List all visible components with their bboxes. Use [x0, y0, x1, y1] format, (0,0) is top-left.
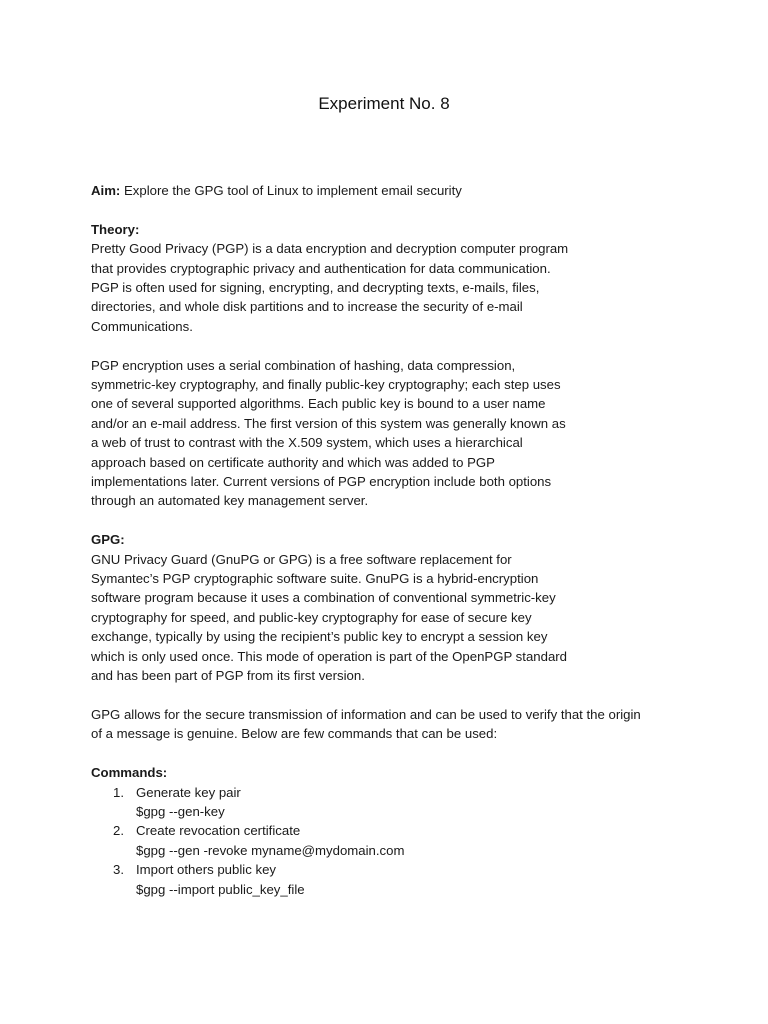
theory-paragraph-1: [91, 239, 691, 336]
command-label: Generate key pair: [136, 784, 241, 800]
spacer: [91, 336, 691, 355]
spacer: [91, 744, 691, 763]
list-item: [91, 860, 691, 899]
text-line: PGP encryption uses a serial combination of hashing, data compression,: [91, 357, 516, 373]
page-title: Experiment No. 8: [318, 94, 450, 113]
list-item: [91, 821, 691, 860]
command-label: Import others public key: [136, 862, 276, 878]
text-line: exchange, typically by using the recipient’s public key to encrypt a session key: [91, 629, 548, 645]
spacer: [91, 511, 691, 530]
gpg-paragraph-1: [91, 550, 691, 686]
theory-heading: Theory:: [91, 221, 140, 237]
text-line: Symantec’s PGP cryptographic software suite. GnuPG is a hybrid-encryption: [91, 571, 539, 587]
text-line: symmetric-key cryptography, and finally public-key cryptography; each step uses: [91, 377, 561, 393]
spacer: [91, 200, 691, 219]
text-line: Pretty Good Privacy (PGP) is a data encryption and decryption computer program: [91, 241, 569, 257]
gpg-heading: GPG:: [91, 532, 125, 548]
command-text: $gpg --gen -revoke myname@mydomain.com: [136, 842, 405, 858]
list-number: 2.: [113, 823, 124, 839]
text-line: cryptography for speed, and public-key cryptography for ease of secure key: [91, 609, 532, 625]
commands-heading: Commands:: [91, 765, 168, 781]
commands-list: [91, 783, 691, 899]
spacer: [91, 686, 691, 705]
text-line: GPG allows for the secure transmission of information and can be used to verify that the origin: [91, 706, 641, 722]
text-line: which is only used once. This mode of operation is part of the OpenPGP standard: [91, 648, 568, 664]
command-label: Create revocation certificate: [136, 823, 301, 839]
list-number: 1.: [113, 784, 124, 800]
text-line: PGP is often used for signing, encrypting, and decrypting texts, e-mails, files,: [91, 280, 540, 296]
theory-paragraph-2: [91, 356, 691, 511]
text-line: implementations later. Current versions of PGP encryption include both options: [91, 474, 552, 490]
document-body: [91, 181, 691, 899]
list-number: 3.: [113, 862, 124, 878]
text-line: through an automated key management server.: [91, 493, 369, 509]
text-line: of a message is genuine. Below are few commands that can be used:: [91, 726, 498, 742]
command-text: $gpg --import public_key_file: [136, 881, 305, 897]
command-text: $gpg --gen-key: [136, 803, 225, 819]
gpg-paragraph-2: [91, 705, 691, 744]
text-line: and/or an e-mail address. The first version of this system was generally known as: [91, 415, 566, 431]
text-line: Communications.: [91, 318, 193, 334]
text-line: and has been part of PGP from its first version.: [91, 668, 365, 684]
text-line: GNU Privacy Guard (GnuPG or GPG) is a free software replacement for: [91, 551, 512, 567]
aim-label: Aim:: [91, 183, 121, 198]
text-line: directories, and whole disk partitions and to increase the security of e-mail: [91, 299, 523, 315]
text-line: software program because it uses a combination of conventional symmetric-key: [91, 590, 556, 606]
text-line: that provides cryptographic privacy and authentication for data communication.: [91, 260, 551, 276]
text-line: a web of trust to contrast with the X.509 system, which uses a hierarchical: [91, 435, 523, 451]
aim-section: [91, 181, 691, 200]
text-line: approach based on certificate authority and which was added to PGP: [91, 454, 495, 470]
aim-text: Explore the GPG tool of Linux to implement email security: [120, 183, 462, 198]
text-line: one of several supported algorithms. Each public key is bound to a user name: [91, 396, 546, 412]
list-item: [91, 783, 691, 822]
